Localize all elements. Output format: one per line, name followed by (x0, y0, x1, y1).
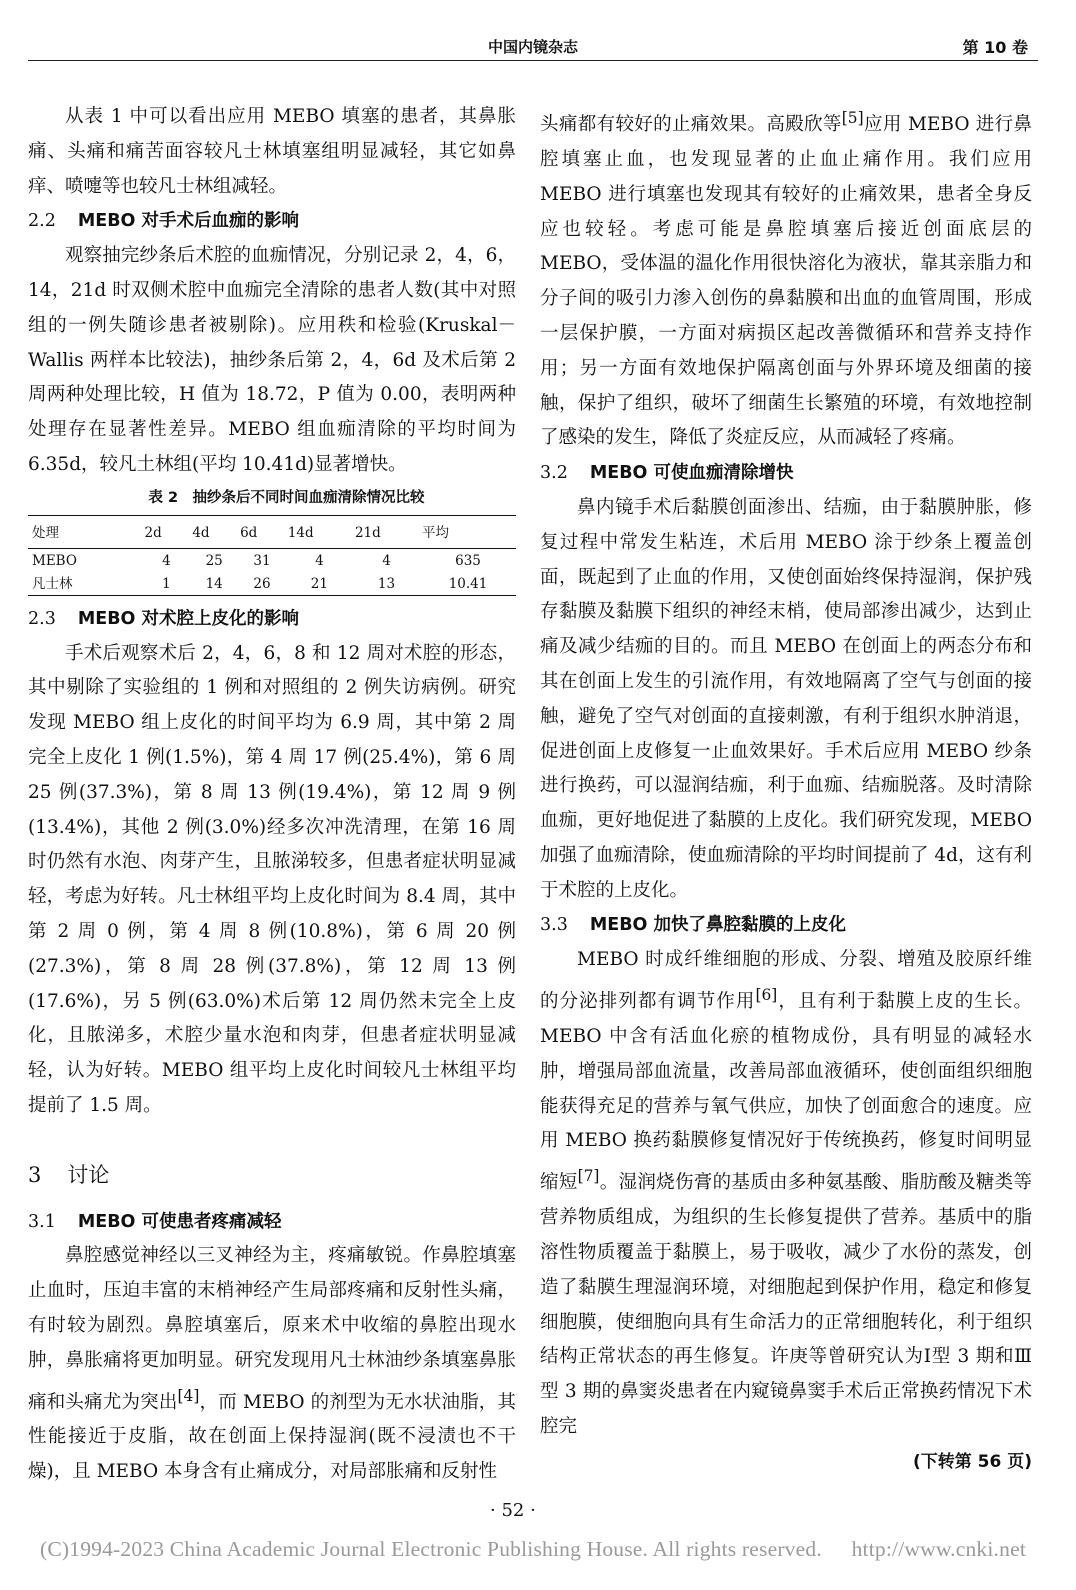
section-number: 2.3 (28, 608, 56, 629)
copyright-watermark (40, 1537, 1050, 1562)
table-row (28, 572, 516, 596)
section-heading-2-3 (28, 602, 516, 637)
section-heading-2-2 (28, 204, 516, 239)
section-heading-3 (28, 1158, 516, 1193)
volume-label: 第 10 卷 (962, 38, 1028, 57)
table-header-cell: 21d (353, 515, 420, 548)
paragraph (28, 1239, 516, 1490)
table-header-cell: 2d (143, 515, 191, 548)
table-cell: 13 (377, 575, 396, 592)
section-title: 讨论 (67, 1162, 110, 1187)
right-column (540, 101, 1032, 1480)
section-title: MEBO 对手术后血痂的影响 (77, 211, 300, 232)
section-title: MEBO 对术腔上皮化的影响 (77, 608, 300, 629)
table-cell: 10.41 (448, 575, 488, 592)
paragraph: 鼻内镜手术后黏膜创面渗出、结痂，由于黏膜肿胀，修复过程中常发生粘连，术后用 MEBO 涂于纱条上覆盖创面，既起到了止血的作用，又使创面始终保持湿润，保护残存黏膜及黏膜下组织的神经末梢，使局部渗出减少，达到止痛及减少结痂的目的。而且 MEBO 在创面上的两态分布和其在创面上发生的引流作用，有效地隔离了空气与创面的接触，避免了空气对创面的直接刺激，有利于组织水肿消退，促进创面上皮修复一止血效果好。手术后应用 MEBO 纱条进行换药，可以湿润结痂，利于血痂、结痂脱落。及时清除血痂，更好地促进了黏膜的上皮化。我们研究发现，MEBO 加强了血痂清除，使血痂清除的平均时间提前了 4d，这有利于术腔的上皮化。 (540, 496, 1032, 901)
table-cell: 21 (310, 575, 328, 592)
table-cell: 26 (253, 575, 271, 592)
table-cell: 4 (162, 552, 171, 569)
section-heading-3-3 (540, 908, 1032, 943)
citation-ref: [4] (177, 1386, 200, 1405)
paragraph: 手术后观察术后 2，4，6，8 和 12 周对术腔的形态，其中剔除了实验组的 1 例和对照组的 2 例失访病例。研究发现 MEBO 组上皮化的时间平均为 6.9 周，其中第 2 周完全上皮化 1 例(1.5%)，第 4 周 17 例(25.4%)，第 6 周 25 例(37.3%)，第 8 周 13 例(19.4%)，第 12 周 9 例(13.4%)，其他 2 例(3.0%)经多次冲洗清理，在第 16 周时仍然有水泡、肉芽产生，且脓涕较多，但患者症状明显减轻，考虑为好转。凡士林组平均上皮化时间为 8.4 周，其中第 2 周 0 例，第 4 周 8 例(10.8%)，第 6 周 20 例(27.3%)，第 8 周 28 例(37.8%)，第 12 周 13 例(17.6%)，另 5 例(63.0%)术后第 12 周仍然未完全上皮化，且脓涕多，术腔少量水泡和肉芽，但患者症状明显减轻，认为好转。MEBO 组平均上皮化时间较凡士林组平均提前了 1.5 周。 (28, 642, 516, 1116)
paragraph-text: 。湿润烧伤膏的基质由多种氨基酸、脂肪酸及糖类等营养物质组成，为组织的生长修复提供了营养。基质中的脂溶性物质覆盖于黏膜上，易于吸收，减少了水份的蒸发，创造了黏膜生理湿润环境，对细胞起到保护作用，稳定和修复细胞膜，使细胞向具有生命活力的正常细胞转化，利于组织结构正常状态的再生修复。许庚等曾研究认为Ⅰ型 3 期和Ⅲ型 3 期的鼻窦炎患者在内窥镜鼻窦手术后正常换药情况下术腔完 (540, 1172, 1032, 1437)
paragraph: 从表 1 中可以看出应用 MEBO 填塞的患者，其鼻胀痛、头痛和痛苦面容较凡士林填塞组明显减轻，其它如鼻痒、喷嚏等也较凡士林组减轻。 (28, 106, 516, 197)
copyright-text: (C)1994-2023 China Academic Journal Electronic Publishing House. All rights reserved. (40, 1537, 822, 1561)
citation-ref: [6] (755, 986, 778, 1005)
table-caption: 表 2 抽纱条后不同时间血痂清除情况比较 (148, 489, 425, 506)
paragraph-text: 应用 MEBO 进行鼻腔填塞止血，也发现显著的止血止痛作用。我们应用 MEBO 进行填塞也发现其有较好的止痛效果，患者全身反应也较轻。考虑可能是鼻腔填塞后接近创面底层的 MEBO，受体温的温化作用很快溶化为液状，靠其亲脂力和分子间的吸引力渗入创伤的鼻黏膜和出血的血管周围，形成一层保护膜，一方面对病损区起改善微循环和营养支持作用；另一方面有效地保护隔离创面与外界环境及细菌的接触，保护了组织，破坏了细菌生长繁殖的环境，有效地控制了感染的发生，降低了炎症反应，从而减轻了疼痛。 (540, 114, 1032, 449)
section-number: 3.1 (28, 1211, 56, 1232)
table-header-cell: 6d (238, 515, 286, 548)
continued-note: (下转第 56 页) (912, 1451, 1032, 1472)
table-cell: MEBO (32, 552, 77, 569)
section-number: 3 (28, 1162, 42, 1187)
table-cell: 1 (162, 575, 171, 592)
paragraph (540, 101, 1032, 456)
page-header (28, 34, 1038, 61)
table-cell: 4 (315, 552, 324, 569)
table-header-row (28, 515, 516, 548)
citation-ref: [5] (841, 109, 864, 127)
paragraph (540, 943, 1032, 1444)
section-title: MEBO 可使患者疼痛减轻 (77, 1211, 282, 1232)
table-cell: 凡士林 (32, 575, 73, 592)
section-heading-3-2 (540, 456, 1032, 491)
journal-title: 中国内镜杂志 (487, 38, 578, 56)
data-table (28, 515, 516, 596)
section-number: 3.3 (540, 915, 568, 936)
table-cell: 635 (455, 552, 481, 569)
cnki-link[interactable]: http://www.cnki.net (851, 1537, 1026, 1561)
left-column (28, 100, 516, 1490)
section-title: MEBO 加快了鼻腔黏膜的上皮化 (589, 915, 847, 936)
citation-ref: [7] (577, 1167, 600, 1186)
section-number: 3.2 (540, 463, 568, 484)
page-number: · 52 · (490, 1500, 536, 1521)
table-row (28, 548, 516, 572)
paragraph-text: 鼻腔感觉神经以三叉神经为主，疼痛敏锐。作鼻腔填塞止血时，压迫丰富的末梢神经产生局部疼痛和反射性头痛，有时较为剧烈。鼻腔填塞后，原来术中收缩的鼻腔出现水肿，鼻胀痛将更加明显。研究发现用凡士林油纱条填塞鼻胀痛和头痛尤为突出 (28, 1245, 516, 1413)
table-cell: 25 (205, 552, 223, 569)
table-header-cell: 4d (190, 515, 238, 548)
table-header-cell: 平均 (420, 515, 516, 548)
section-title: MEBO 可使血痂清除增快 (589, 463, 794, 484)
paragraph-text: ，而 MEBO 的剂型为无水状油脂，其性能接近于皮脂，故在创面上保持湿润(既不浸渍也不干燥)，且 MEBO 本身含有止痛成分，对局部胀痛和反射性 (28, 1391, 516, 1483)
paragraph-text: ，且有利于黏膜上皮的生长。MEBO 中含有活血化瘀的植物成份，具有明显的减轻水肿，增强局部血流量，改善局部血液循环，使创面组织细胞能获得充足的营养与氧气供应，加快了创面愈合的速度。应用 MEBO 换药黏膜修复情况好于传统换药，修复时间明显缩短 (540, 991, 1032, 1194)
section-number: 2.2 (28, 211, 56, 232)
table-header-cell: 处理 (28, 515, 143, 548)
table-cell: 14 (205, 575, 223, 592)
paragraph-text: 头痛都有较好的止痛效果。高殿欣等 (540, 114, 842, 136)
table-cell: 31 (253, 552, 271, 569)
table-cell: 4 (382, 552, 391, 569)
paragraph-text: MEBO 时成纤维细胞的形成、分裂、增殖及胶原纤维的分泌排列都有调节作用 (540, 949, 1032, 1013)
paragraph: 观察抽完纱条后术腔的血痂情况，分别记录 2，4，6，14，21d 时双侧术腔中血痂完全清除的患者人数(其中对照组的一例失随诊患者被剔除)。应用秩和检验(Kruskal－Wallis 两样本比较法)，抽纱条后第 2，4，6d 及术后第 2 周两种处理比较，H 值为 18.72，P 值为 0.00，表明两种处理存在显著性差异。MEBO 组血痂清除的平均时间为 6.35d，较凡土林组(平均 10.41d)显著增快。 (28, 245, 516, 475)
section-heading-3-1 (28, 1205, 516, 1240)
table-header-cell: 14d (286, 515, 353, 548)
